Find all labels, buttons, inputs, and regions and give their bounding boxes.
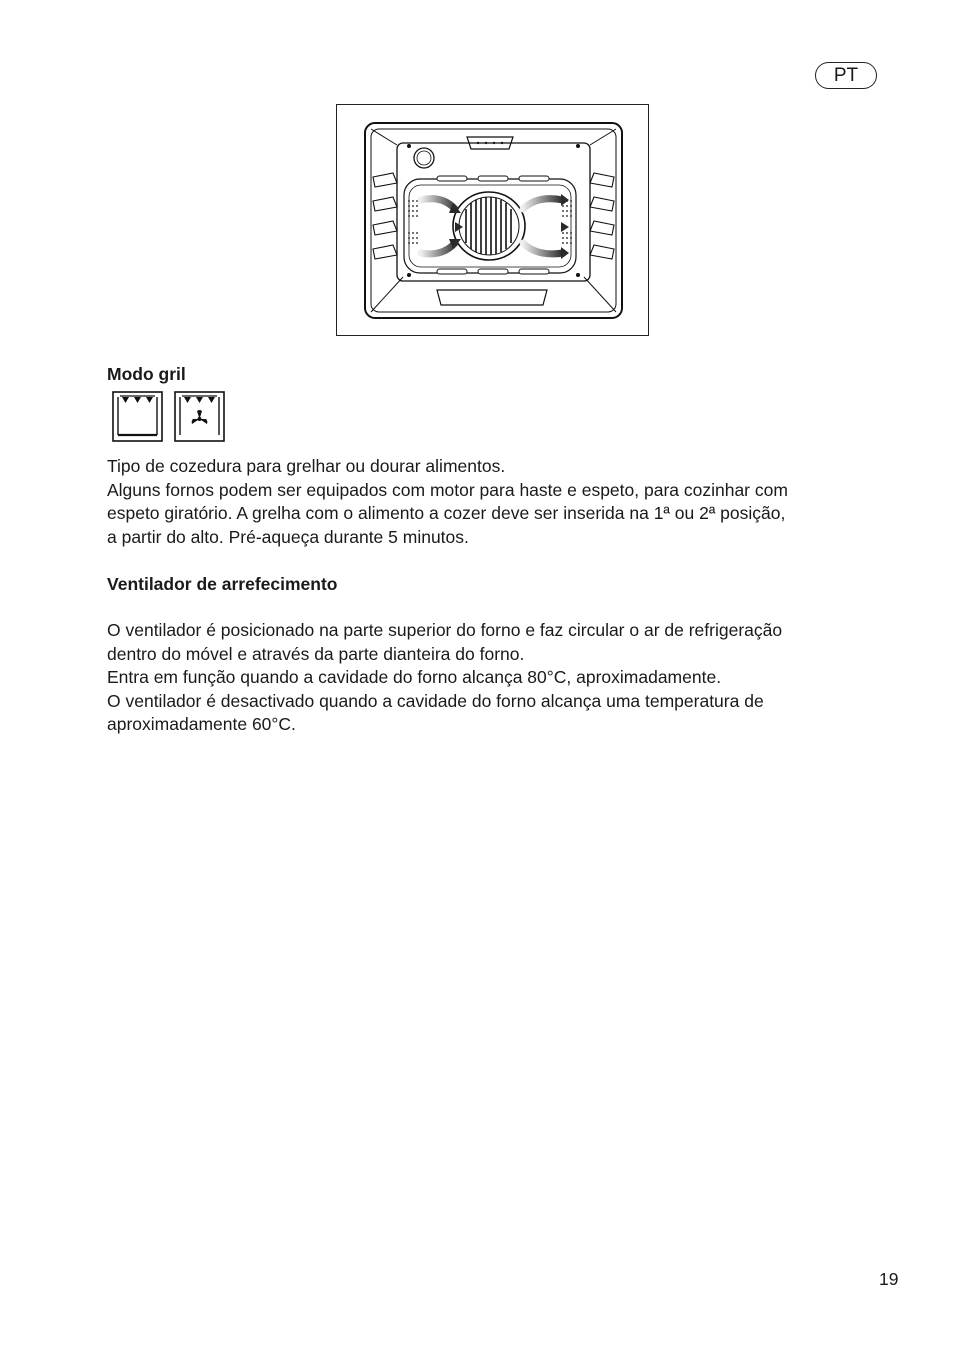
text-line: O ventilador é posicionado na parte superior do forno e faz circular o ar de refrigeração [107,620,783,640]
text-line: O ventilador é desactivado quando a cavidade do forno alcança uma temperatura de [107,690,764,711]
text-line: dentro do móvel e através da parte dianteira do forno. [107,643,525,664]
text-line: Entra em função quando a cavidade do forno alcança 80°C, aproximadamente. [107,667,722,687]
text-line: Alguns fornos podem ser equipados com motor para haste e espeto, para cozinhar com [107,479,788,500]
text-line: espeto giratório. A grelha com o alimento a cozer deve ser inserida na 1ª ou 2ª posição, [107,503,786,523]
text-line: Tipo de cozedura para grelhar ou dourar alimentos. [107,456,506,476]
text-line: aproximadamente 60°C. [107,714,296,734]
language-badge: PT [815,62,877,89]
page-number: 19 [879,1269,899,1289]
section-title-cooling-fan: Ventilador de arrefecimento [107,574,338,594]
section-title-grill: Modo gril [107,364,186,384]
top-grill-icon [112,391,163,442]
grill-description [107,455,897,549]
oven-fan-airflow-illustration [336,104,649,336]
cooling-fan-description [107,619,897,737]
text-line: a partir do alto. Pré-aqueça durante 5 minutos. [107,526,469,547]
grill-fan-icon [174,391,225,442]
